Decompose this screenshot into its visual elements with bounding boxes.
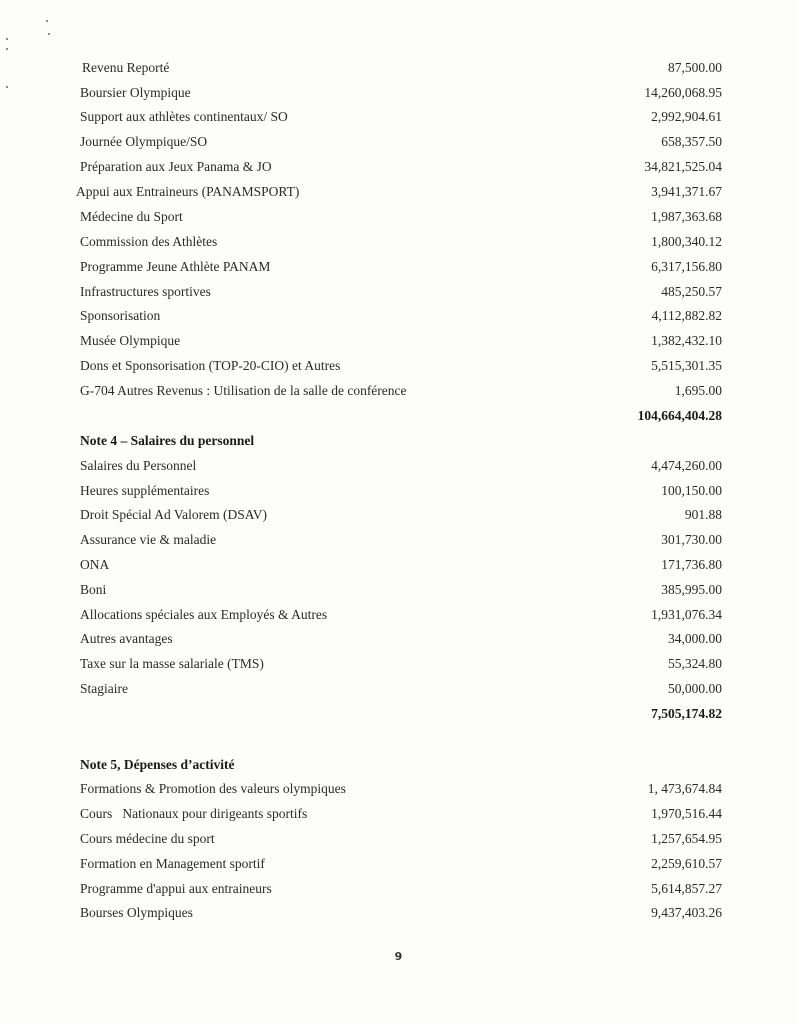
revenue-row — [80, 107, 722, 127]
note4-total: 7,505,174.82 — [651, 706, 722, 721]
note4-label: Salaires du Personnel — [80, 458, 197, 473]
revenue-row — [80, 331, 722, 351]
note4-value: 385,995.00 — [661, 582, 722, 597]
note5-value: 5,614,857.27 — [651, 881, 722, 896]
revenue-value: 14,260,068.95 — [644, 85, 722, 100]
note5-heading: Note 5, Dépenses d’activité — [80, 757, 235, 772]
revenue-label: Médecine du Sport — [80, 209, 183, 224]
scan-speck — [48, 33, 50, 35]
revenue-value: 658,357.50 — [661, 134, 722, 149]
revenue-value: 485,250.57 — [661, 284, 722, 299]
note4-row — [80, 605, 722, 625]
note4-row — [80, 530, 722, 550]
note4-row — [80, 629, 722, 649]
note4-value: 1,931,076.34 — [651, 607, 722, 622]
note5-value: 1,970,516.44 — [651, 806, 722, 821]
revenue-row — [80, 306, 722, 326]
note4-row — [80, 505, 722, 525]
note5-value: 1, 473,674.84 — [647, 781, 722, 796]
revenue-label: Boursier Olympique — [80, 85, 191, 100]
note4-label: Stagiaire — [80, 681, 128, 696]
note5-value: 2,259,610.57 — [651, 856, 722, 871]
note4-value: 301,730.00 — [661, 532, 722, 547]
revenue-value: 5,515,301.35 — [651, 358, 722, 373]
note5-row — [80, 829, 722, 849]
note5-label: Cours médecine du sport — [80, 831, 215, 846]
note4-value: 100,150.00 — [661, 483, 722, 498]
note4-value: 171,736.80 — [661, 557, 722, 572]
revenue-label: Sponsorisation — [80, 308, 161, 323]
note4-label: Taxe sur la masse salariale (TMS) — [80, 656, 264, 671]
note5-label: Formations & Promotion des valeurs olympiques — [80, 781, 346, 796]
revenue-row — [80, 207, 722, 227]
note5-row — [80, 779, 722, 799]
note4-heading: Note 4 – Salaires du personnel — [80, 433, 255, 448]
revenue-label: Appui aux Entraineurs (PANAMSPORT) — [76, 184, 300, 199]
revenue-label: G-704 Autres Revenus : Utilisation de la salle de conférence — [80, 383, 407, 398]
revenue-value: 1,987,363.68 — [651, 209, 722, 224]
note4-row — [80, 679, 722, 699]
revenue-row — [76, 182, 722, 202]
revenue-label: Infrastructures sportives — [80, 284, 211, 299]
scan-speck — [6, 38, 8, 40]
revenue-value: 4,112,882.82 — [651, 308, 722, 323]
revenue-value: 1,800,340.12 — [651, 234, 722, 249]
revenue-value: 6,317,156.80 — [651, 259, 722, 274]
note5-row — [80, 903, 722, 923]
note5-label: Bourses Olympiques — [80, 905, 193, 920]
note4-row — [80, 555, 722, 575]
note5-label: Cours Nationaux pour dirigeants sportifs — [80, 806, 308, 821]
note4-value: 50,000.00 — [668, 681, 722, 696]
revenue-label: Journée Olympique/SO — [80, 134, 208, 149]
revenue-row — [80, 257, 722, 277]
note4-row — [80, 654, 722, 674]
note5-row — [80, 879, 722, 899]
note4-total-row — [80, 704, 722, 724]
revenue-label: Dons et Sponsorisation (TOP-20-CIO) et Autres — [80, 358, 341, 373]
note4-heading-row — [80, 431, 722, 451]
revenue-label: Préparation aux Jeux Panama & JO — [80, 159, 272, 174]
revenue-label: Commission des Athlètes — [80, 234, 218, 249]
note4-row — [80, 580, 722, 600]
note4-label: ONA — [80, 557, 110, 572]
revenue-row — [80, 157, 722, 177]
note5-heading-row — [80, 755, 722, 775]
revenue-label: Support aux athlètes continentaux/ SO — [80, 109, 288, 124]
note4-label: Autres avantages — [80, 631, 173, 646]
note5-label: Formation en Management sportif — [80, 856, 265, 871]
revenue-value: 3,941,371.67 — [651, 184, 722, 199]
revenue-row — [80, 282, 722, 302]
note4-value: 901.88 — [684, 507, 722, 522]
note4-row — [80, 456, 722, 476]
revenue-value: 2,992,904.61 — [651, 109, 722, 124]
note5-row — [80, 854, 722, 874]
note4-value: 34,000.00 — [668, 631, 722, 646]
note5-value: 1,257,654.95 — [651, 831, 722, 846]
revenue-row — [80, 132, 722, 152]
revenue-label: Revenu Reporté — [82, 60, 170, 75]
note5-label: Programme d'appui aux entraineurs — [80, 881, 272, 896]
note5-value: 9,437,403.26 — [651, 905, 722, 920]
revenue-value: 87,500.00 — [668, 60, 722, 75]
revenue-row — [82, 58, 722, 78]
revenue-row — [80, 381, 722, 401]
note5-row — [80, 804, 722, 824]
revenue-row — [80, 232, 722, 252]
note4-label: Assurance vie & maladie — [80, 532, 217, 547]
revenue-row — [80, 83, 722, 103]
revenue-total-row — [80, 406, 722, 426]
revenue-value: 1,695.00 — [674, 383, 722, 398]
note4-value: 55,324.80 — [668, 656, 722, 671]
scan-speck — [46, 20, 48, 22]
revenue-label: Musée Olympique — [80, 333, 181, 348]
scan-speck — [6, 48, 8, 50]
note4-label: Allocations spéciales aux Employés & Autres — [80, 607, 328, 622]
revenue-total: 104,664,404.28 — [637, 408, 722, 423]
note4-row — [80, 481, 722, 501]
revenue-label: Programme Jeune Athlète PANAM — [80, 259, 271, 274]
note4-label: Droit Spécial Ad Valorem (DSAV) — [80, 507, 267, 522]
note4-value: 4,474,260.00 — [651, 458, 722, 473]
revenue-value: 1,382,432.10 — [651, 333, 722, 348]
revenue-row — [80, 356, 722, 376]
revenue-value: 34,821,525.04 — [644, 159, 722, 174]
page-number: 9 — [394, 950, 403, 963]
scan-speck — [6, 86, 8, 88]
note4-label: Heures supplémentaires — [80, 483, 210, 498]
note4-label: Boni — [80, 582, 107, 597]
